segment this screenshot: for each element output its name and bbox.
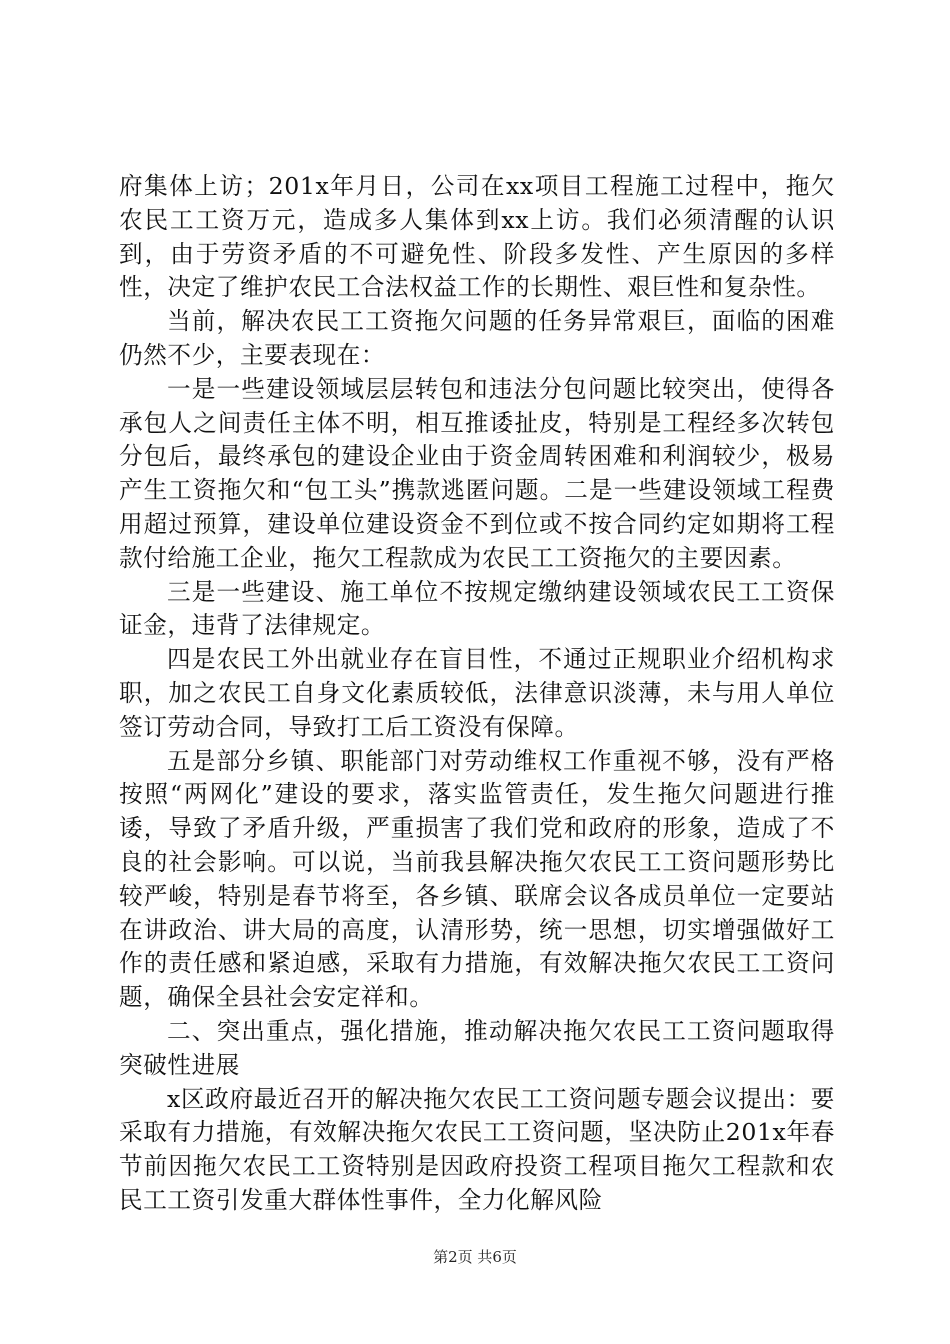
page-footer: 第2页 共6页 (433, 1248, 517, 1266)
paragraph-5: 四是农民工外出就业存在盲目性，不通过正规职业介绍机构求职，加之农民工自身文化素质较低，法律意识淡薄，未与用人单位签订劳动合同，导致打工后工资没有保障。 (119, 645, 835, 741)
paragraph-2: 当前，解决农民工工资拖欠问题的任务异常艰巨，面临的困难仍然不少，主要表现在： (119, 307, 835, 369)
paragraph-1: 府集体上访；201x年月日，公司在xx项目工程施工过程中，拖欠农民工工资万元，造成多人集体到xx上访。我们必须清醒的认识到，由于劳资矛盾的不可避免性、阶段多发性、产生原因的多样性，决定了维护农民工合法权益工作的长期性、艰巨性和复杂性。 (119, 172, 835, 302)
paragraph-4: 三是一些建设、施工单位不按规定缴纳建设领域农民工工资保证金，违背了法律规定。 (119, 577, 835, 640)
section-heading-2: 二、突出重点，强化措施，推动解决拖欠农民工工资问题取得突破性进展 (119, 1016, 835, 1079)
paragraph-6: 五是部分乡镇、职能部门对劳动维权工作重视不够，没有严格按照“两网化”建设的要求，落实监管责任，发生拖欠问题进行推诿，导致了矛盾升级，严重损害了我们党和政府的形象，造成了不良的社会影响。可以说，当前我县解决拖欠农民工工资问题形势比较严峻，特别是春节将至，各乡镇、联席会议各成员单位一定要站在讲政治、讲大局的高度，认清形势，统一思想，切实增强做好工作的责任感和紧迫感，采取有力措施，有效解决拖欠农民工工资问题，确保全县社会安定祥和。 (119, 746, 835, 1012)
paragraph-3: 一是一些建设领域层层转包和违法分包问题比较突出，使得各承包人之间责任主体不明，相互推诿扯皮，特别是工程经多次转包分包后，最终承包的建设企业由于资金周转困难和利润较少，极易产生工资拖欠和“包工头”携款逃匿问题。二是一些建设领域工程费用超过预算，建设单位建设资金不到位或不按合同约定如期将工程款付给施工企业，拖欠工程款成为农民工工资拖欠的主要因素。 (119, 374, 835, 572)
paragraph-8: x区政府最近召开的解决拖欠农民工工资问题专题会议提出：要采取有力措施，有效解决拖欠农民工工资问题，坚决防止201x年春节前因拖欠农民工工资特别是因政府投资工程项目拖欠工程款和农民工工资引发重大群体性事件，全力化解风险 (119, 1084, 835, 1214)
document-body (119, 170, 835, 1218)
